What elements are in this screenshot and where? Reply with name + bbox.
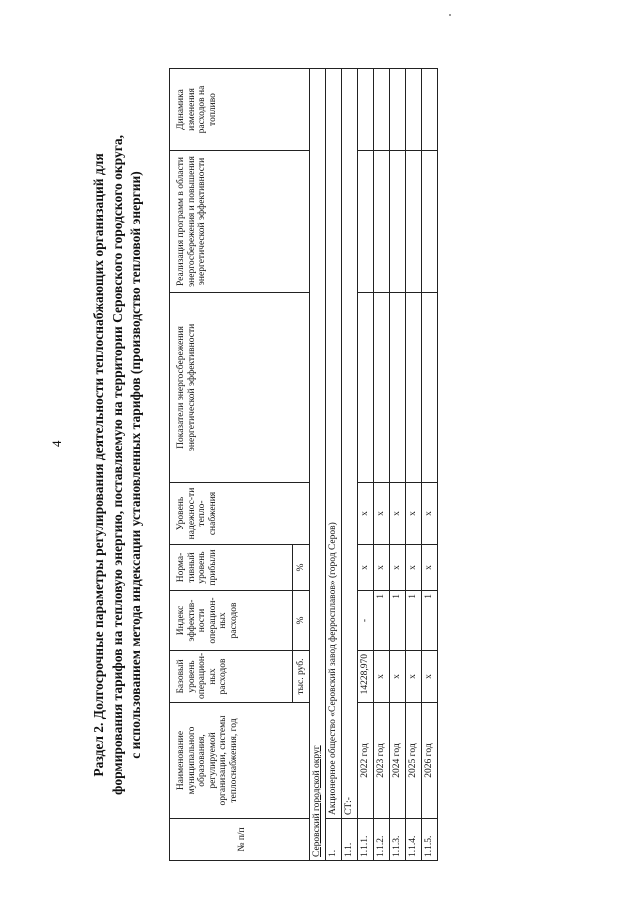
row-fuel <box>406 69 422 151</box>
row-year: 2024 год <box>390 703 406 819</box>
row-num: 1.1.4. <box>406 819 422 861</box>
row-index: - <box>358 591 374 651</box>
header-energy: Показатели энергосбережения энергетической эффективности <box>170 293 310 483</box>
row-programs <box>390 151 406 293</box>
region-name: Серовский городской округ <box>312 745 323 857</box>
row-index: 1 <box>374 591 390 651</box>
row-energy <box>358 293 374 483</box>
row-num: 1.1.3. <box>390 819 406 861</box>
row-reliability: x <box>358 483 374 545</box>
row-year: 2026 год <box>422 703 438 819</box>
row-num: 1.1. <box>342 819 358 861</box>
header-name: Наименование муниципального образования, регулируемой организации, системы теплоснабжения, год <box>170 703 310 819</box>
unit-index: % <box>293 591 310 651</box>
row-reliability: x <box>422 483 438 545</box>
row-reliability: x <box>390 483 406 545</box>
row-base: 14228,970 <box>358 651 374 703</box>
row-reliability: x <box>406 483 422 545</box>
row-fuel <box>374 69 390 151</box>
year-row <box>358 69 374 861</box>
row-year: 2025 год <box>406 703 422 819</box>
row-fuel <box>422 69 438 151</box>
header-programs: Реализация программ в области энергосбережения и повышения энергетической эффективности <box>170 151 310 293</box>
row-organization: Акционерное общество «Серовский завод ферросплавов» (город Серов) <box>326 69 342 819</box>
row-energy <box>422 293 438 483</box>
row-energy <box>406 293 422 483</box>
row-system: СТ:- <box>342 69 358 819</box>
row-programs <box>422 151 438 293</box>
header-reliability: Уровень надежнос-ти тепло-снабжения <box>170 483 310 545</box>
row-num: 1.1.5. <box>422 819 438 861</box>
year-row <box>422 69 438 861</box>
row-profit: x <box>374 545 390 591</box>
row-num: 1.1.2. <box>374 819 390 861</box>
header-base: Базовый уровень операцион-ных расходов <box>170 651 293 703</box>
page-number: 4 <box>49 440 64 447</box>
row-num: 1. <box>326 819 342 861</box>
row-profit: x <box>406 545 422 591</box>
heading-line-1: Раздел 2. Долгосрочные параметры регулирования деятельности теплоснабжающих организаций для <box>91 153 107 777</box>
header-profit: Норма-тивный уровень прибыли <box>170 545 293 591</box>
row-index: 1 <box>406 591 422 651</box>
row-year: 2023 год <box>374 703 390 819</box>
row-fuel <box>358 69 374 151</box>
parameters-table <box>169 68 438 861</box>
table-row <box>326 69 342 861</box>
header-row <box>170 69 293 861</box>
heading-line-2: формирования тарифов на тепловую энергию, поставляемую на территории Серовского городского округа, <box>109 134 125 796</box>
row-reliability: x <box>374 483 390 545</box>
header-index: Индекс эффектив-ности операцион-ных расходов <box>170 591 293 651</box>
row-index: 1 <box>422 591 438 651</box>
row-num: 1.1.1. <box>358 819 374 861</box>
unit-base: тыс. руб. <box>293 651 310 703</box>
row-base: x <box>374 651 390 703</box>
row-profit: x <box>358 545 374 591</box>
scan-speck <box>449 14 451 16</box>
rotated-content <box>79 65 435 865</box>
row-energy <box>374 293 390 483</box>
year-row <box>390 69 406 861</box>
row-programs <box>406 151 422 293</box>
row-fuel <box>390 69 406 151</box>
year-row <box>406 69 422 861</box>
row-base: x <box>422 651 438 703</box>
row-base: x <box>406 651 422 703</box>
section-heading <box>79 65 157 865</box>
header-num: № п/п <box>170 819 310 861</box>
row-base: x <box>390 651 406 703</box>
heading-line-3: с использованием метода индексации установленных тарифов (производство тепловой энергии) <box>128 171 144 759</box>
year-row <box>374 69 390 861</box>
row-programs <box>374 151 390 293</box>
header-fuel: Динамика изменения расходов на топливо <box>170 69 310 151</box>
row-programs <box>358 151 374 293</box>
row-energy <box>390 293 406 483</box>
table-row <box>342 69 358 861</box>
row-year: 2022 год <box>358 703 374 819</box>
row-index: 1 <box>390 591 406 651</box>
region-row <box>310 69 326 861</box>
row-profit: x <box>422 545 438 591</box>
row-profit: x <box>390 545 406 591</box>
unit-profit: % <box>293 545 310 591</box>
